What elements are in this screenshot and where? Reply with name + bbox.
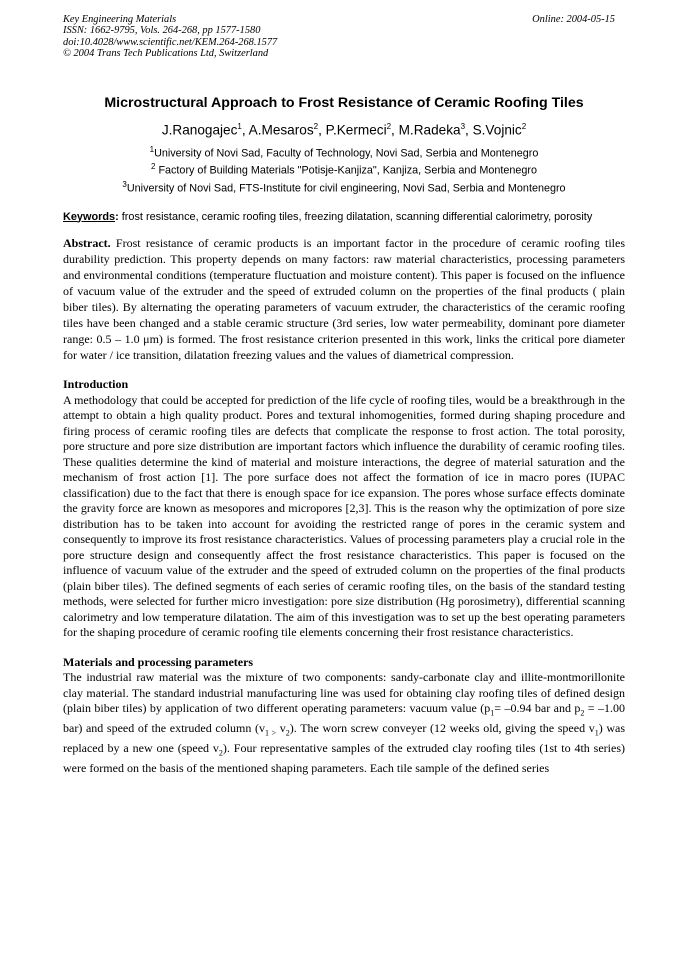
journal-issn: ISSN: 1662-9795, Vols. 264-268, pp 1577-1580 (63, 25, 261, 37)
author-affiliation-mark: 1 (237, 122, 242, 132)
introduction-heading: Introduction (63, 377, 129, 392)
keywords-label: Keywords (63, 210, 116, 223)
introduction-text: A methodology that could be accepted for prediction of the life cycle of roofing tiles, would be a breakthrough in the attempt to obtain a high quality product. Pores and textural inhomogenities, formed during shaping procedure and firing process of ceramic roofing tiles are defects that complicate the response to frost action. The total porosity, pore structure and pore size distribution are important factors which influence the durability of ceramic roofing tiles. These qualities determine the kind of material and moisture interactions, the degree of material saturation and the mechanism of frost action [1]. The pore surface does not affect the formation of ice in macro pores (IUPAC classification) due to the fact that there is enough space for ice expansion. The pores whose surface effects dominate the gravity force are known as mesopores and micropores [2,3]. This is the reason why the optimization of pore size distribution has to be taken into account for avoiding the restricted range of pores in the ceramic system and consequently to improve its frost resistance characteristics. Values of processing parameters play a crucial role in the pore structure design and consequently affect the frost resistance characteristics. This paper is focused on the influence of vacuum value of the extruder and the speed of extruded column on the properties of the final products (plain biber tiles). The defined segments of each series of ceramic roofing tiles, on the basis of the standard testing methods, were selected for further micro investigation: pore size distribution (Hg porosimetry), differential scanning calorimetry and low temperature dilatation. The aim of this investigation was to set up the best operating parameters for the shaping procedure of ceramic roofing tile elements concerning their frost resistance characteristics. (63, 392, 625, 640)
author-list: J.Ranogajec$^1$, A.Mesaros$^2$, P.Kermeci$^2$, M.Radeka$^3$, S.Vojnic$^2$ (161, 122, 527, 138)
affiliation-list (63, 143, 625, 196)
online-date: Online: 2004-05-15 (532, 14, 615, 25)
affiliation: $^3$University of Novi Sad, FTS-Institute for civil engineering, Novi Sad, Serbia and Montenegro (122, 179, 566, 195)
journal-header (63, 14, 625, 59)
keywords-text: frost resistance, ceramic roofing tiles, freezing dilatation, scanning differential calorimetry, porosity (121, 210, 593, 223)
author-name: J.Ranogajec (161, 122, 238, 138)
abstract (63, 236, 625, 363)
author-affiliation-mark: 2 (521, 122, 527, 132)
abstract-text: Frost resistance of ceramic products is an important factor in the procedure of ceramic roofing tiles durability prediction. This property depends on many factors: raw material characteristics, processing parameters and environmental conditions (temperature fluctuation and moisture content). This paper is focused on the influence of vacuum value of the extruder and the speed of extruded column on the properties of the final products ( plain biber tiles). By alternating the operating parameters of vacuum extruder, the characteristics of the ceramic roofing tiles have been changed and a stable ceramic structure (3rd series, low water permeability, dominant pore diameter range: 0.5 – 1.0 μm) is formed. The frost resistance criterion presented in this work, links the critical pore diameter for water / ice transition, dilatation freezing values and the values of diametrical compression. (63, 236, 626, 362)
paper-page (63, 14, 625, 777)
keywords: Keywords: frost resistance, ceramic roofing tiles, freezing dilatation, scanning differential calorimetry, porosity (63, 210, 593, 223)
journal-name: Key Engineering Materials (63, 14, 177, 25)
author-affiliation-mark: 3 (460, 122, 466, 132)
author-name: M.Radeka (398, 122, 461, 138)
materials-text: The industrial raw material was the mixture of two components: sandy-carbonate clay and illite-montmorillonite clay material. The standard industrial manufacturing line was used for obtaining clay roofing tiles of defined design (plain biber tiles) by application of two different operating parameters: vacuum value ($p_1= -0.94$ bar and $p_2 = -1.00$ bar) and speed of the extruded column ($v_{1 >}$ $v_2$). The worn screw conveyer (12 weeks old, giving the speed $v_1$) was replaced by a new one (speed $v_2$). Four representative samples of the extruded clay roofing tiles (1st to 4th series) were formed on the basis of the mentioned shaping parameters. Each tile sample of the defined series (63, 670, 626, 776)
author-name: A.Mesaros (248, 122, 314, 138)
materials-heading: Materials and processing parameters (63, 654, 254, 669)
abstract-label: Abstract. (63, 236, 111, 251)
author-affiliation-mark: 2 (386, 122, 392, 132)
author-affiliation-mark: 2 (313, 122, 319, 132)
paper-title: Microstructural Approach to Frost Resistance of Ceramic Roofing Tiles (104, 95, 584, 112)
affiliation: $^2$ Factory of Building Materials "Potisje-Kanjiza", Kanjiza, Serbia and Montenegro (150, 162, 537, 177)
affiliation: $^1$University of Novi Sad, Faculty of Technology, Novi Sad, Serbia and Montenegro (149, 144, 539, 160)
author-name: S.Vojnic (472, 122, 522, 138)
journal-doi: doi:10.4028/www.scientific.net/KEM.264-268.1577 (63, 36, 278, 48)
author-name: P.Kermeci (325, 122, 387, 138)
journal-copyright: © 2004 Trans Tech Publications Ltd, Switzerland (63, 47, 269, 59)
